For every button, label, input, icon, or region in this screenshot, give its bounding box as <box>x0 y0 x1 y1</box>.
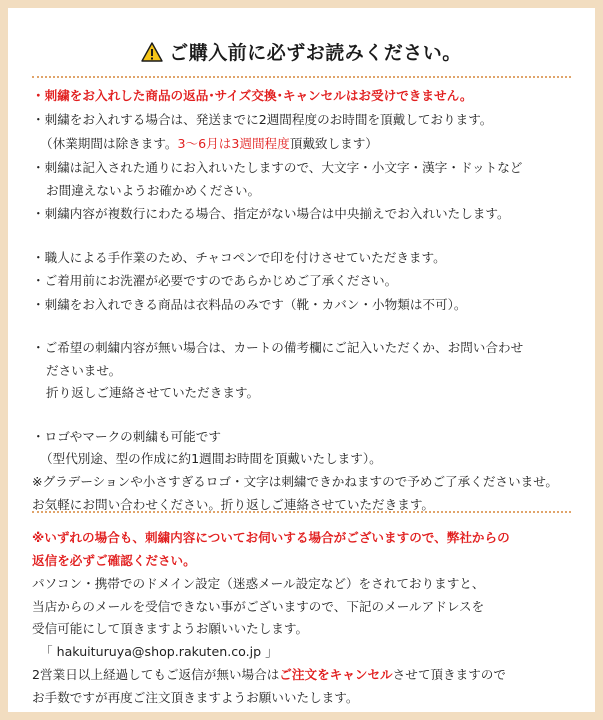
domain-setting-notice: パソコン・携帯でのドメイン設定（迷惑メール設定など）をされておりますと、 <box>32 576 485 591</box>
notice-title-text: ご購入前に必ずお読みください。 <box>169 42 462 64</box>
confirm-reply-notice-cont: 返信を必ずご確認ください。 <box>32 553 196 568</box>
no-return-notice: ・刺繍をお入れした商品の返品･サイズ交換･キャンセルはお受けできません。 <box>32 88 473 103</box>
chalk-pen-notice: ・職人による手作業のため、チャコペンで印を付けさせていただきます。 <box>32 250 446 265</box>
warning-icon <box>141 42 163 62</box>
reorder-request: お手数ですが再度ご注文頂きますようお願いいたします。 <box>32 690 359 705</box>
logo-fee-note: （型代別途、型の作成に約1週間お時間を頂戴いたします）。 <box>40 451 382 466</box>
custom-request-notice: ・ご希望の刺繍内容が無い場合は、カートの備考欄にご記入いただくか、お問い合わせ <box>32 340 524 355</box>
section-divider <box>32 511 571 513</box>
inquiry-invite: お気軽にお問い合わせください。折り返しご連絡させていただきます。 <box>32 497 434 512</box>
alignment-notice: ・刺繍内容が複数行にわたる場合、指定がない場合は中央揃えでお入れいたします。 <box>32 206 510 221</box>
auto-cancel-notice: 2営業日以上経過してもご返信が無い場合はご注文をキャンセルさせて頂きますので <box>32 667 506 682</box>
email-line: 「 hakuituruya@shop.rakuten.co.jp 」 <box>40 644 278 659</box>
domain-setting-cont: 当店からのメールを受信できない事がございますので、下記のメールアドレスを <box>32 599 485 614</box>
domain-setting-request: 受信可能にして頂きますようお願いいたします。 <box>32 621 309 636</box>
spelling-notice-cont: お間違えないようお確かめください。 <box>46 183 261 198</box>
holiday-note: （休業期間は除きます。3～6月は3週間程度頂戴致します） <box>40 136 378 151</box>
apparel-only-notice: ・刺繍をお入れできる商品は衣料品のみです（靴・カバン・小物類は不可）。 <box>32 297 467 312</box>
custom-request-cont: ださいませ。 <box>46 363 122 378</box>
peak-season-note: 3～6月は3週間程度 <box>177 136 290 151</box>
confirm-reply-notice: ※いずれの場合も、刺繍内容についてお伺いする場合がございますので、弊社からの <box>32 530 510 545</box>
reply-notice: 折り返しご連絡させていただきます。 <box>46 385 260 400</box>
lead-time-notice: ・刺繍をお入れする場合は、発送までに2週間程度のお時間を頂戴しております。 <box>32 112 493 127</box>
title-divider <box>32 76 571 78</box>
shop-email-address[interactable]: hakuituruya@shop.rakuten.co.jp <box>56 644 262 659</box>
spelling-notice: ・刺繍は記入された通りにお入れいたしますので、大文字・小文字・漢字・ドットなど <box>32 160 523 175</box>
notice-title <box>8 38 595 65</box>
logo-embroidery-notice: ・ロゴやマークの刺繍も可能です <box>32 429 221 444</box>
cancel-order-highlight: ご注文をキャンセル <box>279 667 393 682</box>
wash-notice: ・ご着用前にお洗濯が必要ですのであらかじめご了承ください。 <box>32 273 398 288</box>
gradation-notice: ※グラデーションや小さすぎるロゴ・文字は刺繍できかねますので予めご了承くださいませ。 <box>32 474 559 489</box>
